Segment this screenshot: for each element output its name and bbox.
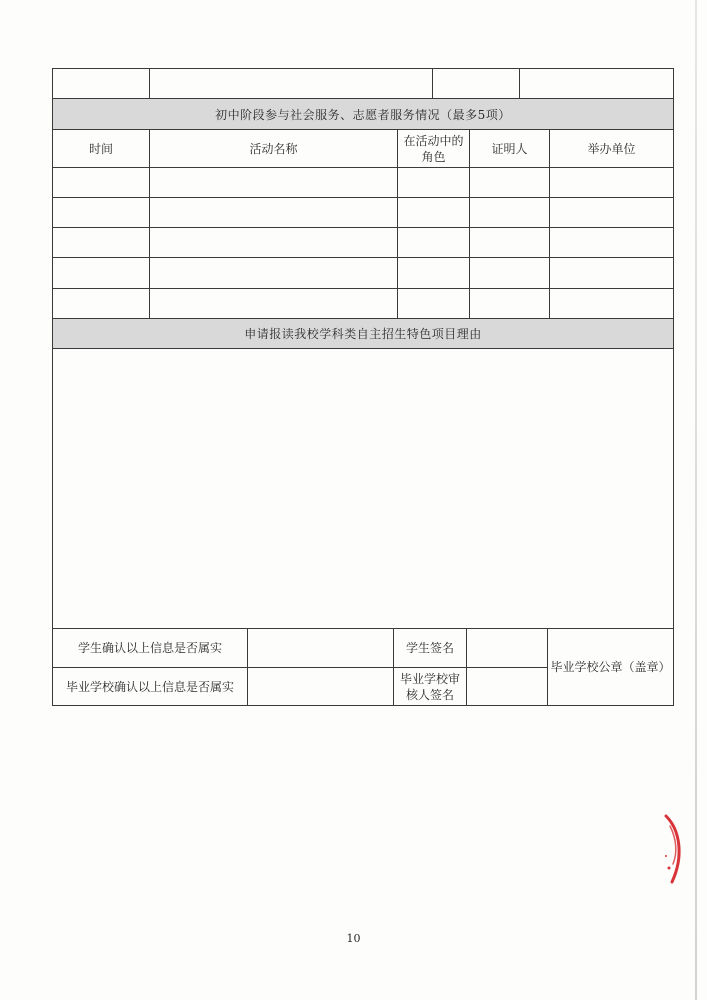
header-witness: 证明人 bbox=[491, 141, 528, 156]
table-line-bottom bbox=[52, 705, 674, 706]
header-role: 在活动中的 角色 bbox=[403, 133, 464, 164]
school-stamp-label: 毕业学校公章（盖章） bbox=[550, 660, 671, 674]
reason-section-header bbox=[52, 318, 674, 348]
table-divider bbox=[149, 68, 150, 99]
school-stamp-cell[interactable] bbox=[548, 629, 673, 705]
table-line bbox=[52, 227, 674, 228]
reason-section-title: 申请报读我校学科类自主招生特色项目理由 bbox=[244, 326, 482, 341]
scan-edge-line bbox=[695, 0, 697, 1000]
student-sign-label: 学生签名 bbox=[405, 641, 454, 655]
school-confirm-field[interactable] bbox=[248, 668, 393, 705]
partial-red-seal-icon bbox=[660, 812, 686, 888]
table-line bbox=[52, 167, 674, 168]
school-confirm-label: 毕业学校确认以上信息是否属实 bbox=[65, 679, 234, 694]
table-line bbox=[52, 288, 674, 289]
table-divider bbox=[519, 68, 520, 99]
table-border-right bbox=[673, 68, 674, 706]
service-section-title: 初中阶段参与社会服务、志愿者服务情况（最多5项） bbox=[215, 107, 511, 122]
header-organizer: 举办单位 bbox=[587, 141, 636, 156]
reason-content-area[interactable] bbox=[53, 349, 673, 628]
student-confirm-label: 学生确认以上信息是否属实 bbox=[77, 641, 222, 655]
table-line-top bbox=[52, 68, 674, 69]
table-line bbox=[52, 98, 674, 99]
table-line bbox=[52, 318, 674, 319]
table-line bbox=[52, 257, 674, 258]
school-sign-label: 毕业学校审 核人签名 bbox=[399, 671, 460, 702]
table-line bbox=[52, 197, 674, 198]
header-activity-name: 活动名称 bbox=[249, 141, 298, 156]
table-divider bbox=[432, 68, 433, 99]
service-section-header bbox=[52, 99, 674, 129]
school-sign-field[interactable] bbox=[467, 668, 547, 705]
page-number: 10 bbox=[346, 932, 361, 945]
header-time: 时间 bbox=[88, 141, 113, 156]
student-sign-field[interactable] bbox=[467, 629, 547, 667]
student-confirm-field[interactable] bbox=[248, 629, 393, 667]
